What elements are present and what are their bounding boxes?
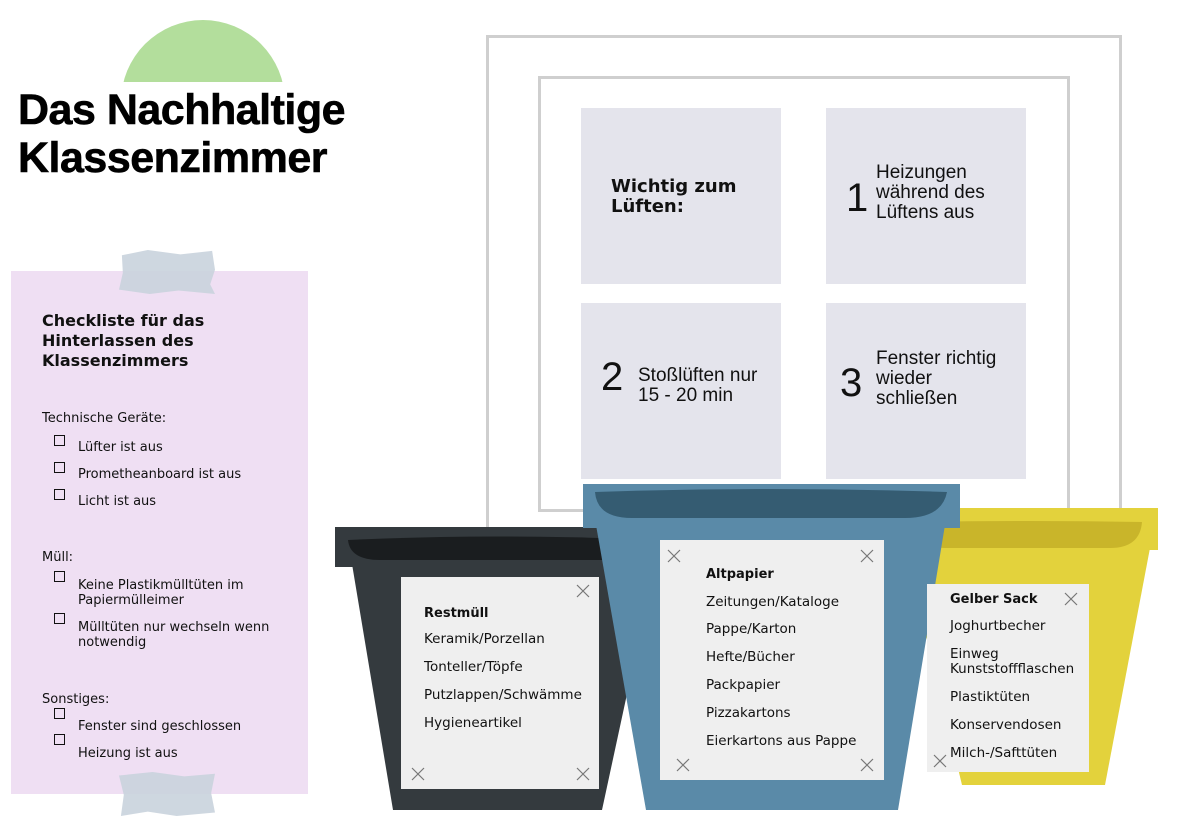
close-x-icon [860,549,874,563]
close-x-icon [860,758,874,772]
bin-item: Pappe/Karton [706,621,797,637]
bin-item: Joghurtbecher [950,618,1046,634]
bin-card-altpapier [660,540,884,780]
checklist-item-label: Prometheanboard ist aus [78,467,242,482]
checklist-item-label: Keine Plastikmülltüten im Papiermülleimer [78,578,244,608]
close-x-icon [576,767,590,781]
bin-item: Keramik/Porzellan [424,631,545,647]
checklist-item-label: Mülltüten nur wechseln wenn notwendig [78,620,270,650]
bin-item: Tonteller/Töpfe [424,659,523,675]
bin-item: Plastiktüten [950,689,1031,705]
bin-title: Restmüll [424,606,489,621]
page-title: Das Nachhaltige Klassenzimmer [18,86,346,182]
bin-item: Zeitungen/Kataloge [706,594,840,610]
tip-text: Fenster richtig wieder schließen [876,348,997,409]
close-x-icon [676,758,690,772]
bin-item: Hefte/Bücher [706,649,795,665]
section-label-technik: Technische Geräte: [42,411,167,426]
bin-title: Gelber Sack [950,592,1038,607]
checklist-title: Checkliste für das Hinterlassen des Klassenzimmers [42,311,205,370]
section-label-sonstiges: Sonstiges: [42,692,110,707]
bin-item: Packpapier [706,677,781,693]
bin-item: Putzlappen/Schwämme [424,687,582,703]
bin-card-restmuell [401,577,599,789]
bin-opening-blue [595,489,947,518]
airing-heading: Wichtig zum Lüften: [611,176,737,217]
tip-text: Heizungen während des Lüftens aus [876,162,985,223]
bin-item: Hygieneartikel [424,715,522,731]
bin-card-gelber-sack [927,584,1089,772]
section-label-muell: Müll: [42,550,74,565]
checklist-item-label: Heizung ist aus [78,746,178,761]
bin-item: Einweg Kunststoffflaschen [950,646,1075,677]
tip-text: Stoßlüften nur 15 - 20 min [638,365,758,406]
tip-number: 1 [846,176,869,220]
checklist-item-label: Lüfter ist aus [78,440,163,455]
bin-item: Konservendosen [950,717,1062,733]
bin-item: Pizzakartons [706,705,791,721]
close-x-icon [933,754,947,768]
checklist-item-label: Licht ist aus [78,494,157,509]
tip-number: 3 [840,361,863,405]
close-x-icon [411,767,425,781]
close-x-icon [667,549,681,563]
close-x-icon [576,584,590,598]
close-x-icon [1064,592,1078,606]
checklist-item-label: Fenster sind geschlossen [78,719,242,734]
bin-title: Altpapier [706,567,774,582]
bin-item: Eierkartons aus Pappe [706,733,857,749]
tip-number: 2 [601,355,624,399]
bin-item: Milch-/Safttüten [950,745,1058,761]
